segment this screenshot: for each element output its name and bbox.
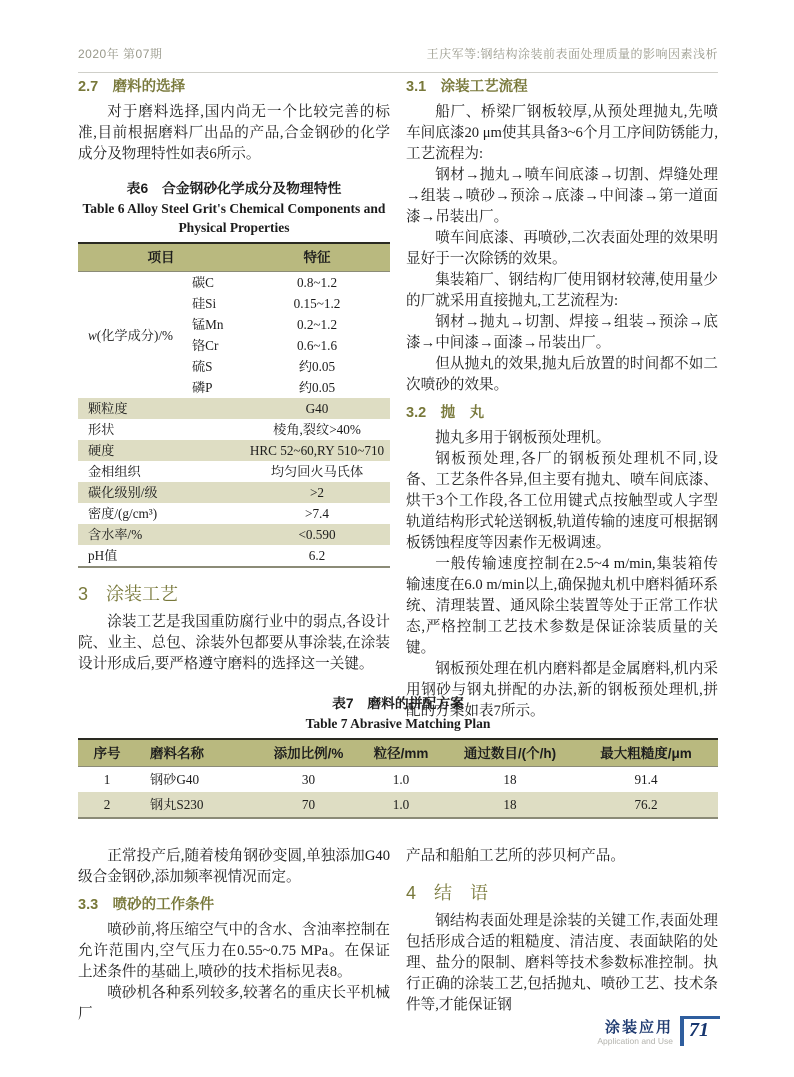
table6-header-item: 项目 <box>78 243 244 272</box>
table-row: 金相组织 均匀回火马氏体 <box>88 464 364 479</box>
table-row: 密度/(g/cm³) >7.4 <box>88 506 329 521</box>
paragraph: 正常投产后,随着棱角钢砂变圆,单独添加G40级合金钢砂,添加频率视情况而定。 <box>78 848 390 885</box>
right-column-lower <box>406 846 718 1025</box>
paragraph: 钢板预处理,各厂的钢板预处理机不同,设备、工艺条件各异,但主要有抛丸、喷车间底漆、烘干3个工作段,各工位用键式点按触型或人字型轨道结构形式轮送钢板,轨道传输的速度可根据钢板锈蚀程度等因素作无极调速。 <box>406 451 718 551</box>
heading-3-3: 3.3 喷砂的工作条件 <box>78 897 215 913</box>
paragraph-continuation: 产品和船舶工艺所的莎贝柯产品。 <box>406 848 625 864</box>
table-row: 硫S 约0.05 <box>192 359 336 374</box>
running-title: 王庆军等:钢结构涂装前表面处理质量的影响因素浅析 <box>426 47 718 61</box>
table-row: 锰Mn 0.2~1.2 <box>192 317 338 332</box>
page-number-vertical-bar <box>680 1016 684 1046</box>
paragraph: 喷车间底漆、再喷砂,二次表面处理的效果明显好于一次除锈的效果。 <box>406 230 718 267</box>
page-number: 71 <box>689 1019 709 1041</box>
heading-2-7: 2.7 磨料的选择 <box>78 79 186 95</box>
table6-chem-group-label: w(化学成分)/% <box>88 327 173 343</box>
lower-columns <box>78 846 718 1025</box>
table6-header-row <box>78 243 390 272</box>
table-row: 2 钢丸S230 70 1.0 18 76.2 <box>78 792 718 818</box>
paragraph: 抛丸多用于钢板预处理机。 <box>435 430 611 446</box>
page-footer <box>597 1016 724 1050</box>
table-row: 硅Si 0.15~1.2 <box>192 296 341 311</box>
table7-caption <box>78 694 718 733</box>
table-row: w(化学成分)/% 碳C 0.8~1.2 <box>78 272 390 294</box>
table-row: 碳化级别/级 >2 <box>78 482 390 503</box>
right-column <box>406 76 718 722</box>
heading-4: 4 结 语 <box>406 883 489 903</box>
table6-alloy-steel-grit <box>78 242 390 568</box>
left-column <box>78 76 390 722</box>
heading-3-1: 3.1 涂装工艺流程 <box>406 79 528 95</box>
table7-caption-en: Table 7 Abrasive Matching Plan <box>305 716 491 731</box>
paragraph: 喷砂机各种系列较多,较著名的重庆长平机械厂 <box>78 985 390 1022</box>
table-row: pH值 6.2 <box>88 548 326 563</box>
page-number-block <box>680 1016 724 1050</box>
table6-caption-en: Table 6 Alloy Steel Grit's Chemical Components and Physical Properties <box>82 201 386 235</box>
table6-caption-zh: 表6 合金钢砂化学成分及物理特性 <box>126 181 342 196</box>
paragraph: 对于磨料选择,国内尚无一个比较完善的标准,目前根据磨料厂出品的产品,合金钢砂的化学成分及物理特性如表6所示。 <box>78 104 390 162</box>
running-header <box>78 44 718 73</box>
table7-caption-zh: 表7 磨料的拼配方案 <box>332 696 464 711</box>
table-row: 1 钢砂G40 30 1.0 18 91.4 <box>103 772 658 787</box>
paragraph: 喷砂前,将压缩空气中的含水、含油率控制在允许范围内,空气压力在0.55~0.75 MPa。在保证上述条件的基础上,喷砂的技术指标见表8。 <box>78 922 390 980</box>
upper-columns <box>78 76 718 722</box>
paragraph: 钢材→抛丸→切割、焊接→组装→预涂→底漆→中间漆→面漆→吊装出厂。 <box>406 314 718 351</box>
paragraph: 钢板预处理在机内磨料都是金属磨料,机内采用钢砂与钢丸拼配的办法,新的钢板预处理机,拼配的方案如表7所示。 <box>406 661 718 719</box>
footer-column-zh: 涂装应用 <box>604 1019 673 1036</box>
table7-header-row: 序号 磨料名称 添加比例/% 粒径/mm 通过数目/(个/h) 最大粗糙度/μm <box>78 739 718 767</box>
left-column-lower <box>78 846 390 1025</box>
paragraph: 集装箱厂、钢结构厂使用钢材较薄,使用量少的厂就采用直接抛丸,工艺流程为: <box>406 272 718 309</box>
table-row: 颗粒度 G40 <box>78 398 390 419</box>
table-row: 含水率/% <0.590 <box>78 524 390 545</box>
paragraph: 船厂、桥梁厂钢板较厚,从预处理抛丸,先喷车间底漆20 μm使其具备3~6个月工序间防锈能力,工艺流程为: <box>406 104 718 162</box>
paragraph: 涂装工艺是我国重防腐行业中的弱点,各设计院、业主、总包、涂装外包都要从事涂装,在涂装设计形成后,要严格遵守磨料的选择这一关键。 <box>78 614 390 672</box>
heading-3: 3 涂装工艺 <box>78 584 179 604</box>
table-row: 形状 棱角,裂纹>40% <box>88 422 361 437</box>
table7-block <box>78 694 718 819</box>
paragraph: 钢结构表面处理是涂装的关键工作,表面处理包括形成合适的粗糙度、清洁度、表面缺陷的处理、盐分的限制、磨料等技术参数标准控制。执行正确的涂装工艺,包括抛丸、喷砂工艺、技术条件等,才能保证钢 <box>406 913 718 1013</box>
paragraph: 一般传输速度控制在2.5~4 m/min,集装箱传输速度在6.0 m/min以上,确保抛丸机中磨料循环系统、清理装置、通风除尘装置等处于正常工作状态,严格控制工艺技术参数是保证涂装质量的关键。 <box>406 556 718 656</box>
footer-column-labels <box>597 1016 673 1047</box>
table6-caption <box>78 179 390 237</box>
paragraph: 钢材→抛丸→喷车间底漆→切割、焊缝处理→组装→喷砂→预涂→底漆→中间漆→第一道面漆→吊装出厂。 <box>406 167 718 225</box>
table6-header-feature: 特征 <box>244 243 390 272</box>
footer-column-en: Application and Use <box>597 1036 673 1046</box>
heading-3-2: 3.2 抛 丸 <box>406 405 485 421</box>
table7-abrasive-matching <box>78 738 718 819</box>
table-row: 铬Cr 0.6~1.6 <box>192 338 338 353</box>
paragraph: 但从抛丸的效果,抛丸后放置的时间都不如二次喷砂的效果。 <box>406 356 718 393</box>
table-row: 硬度 HRC 52~60,RY 510~710 <box>78 440 390 461</box>
table-row: 磷P 约0.05 <box>192 380 336 395</box>
issue-label: 2020年 第07期 <box>78 47 163 61</box>
